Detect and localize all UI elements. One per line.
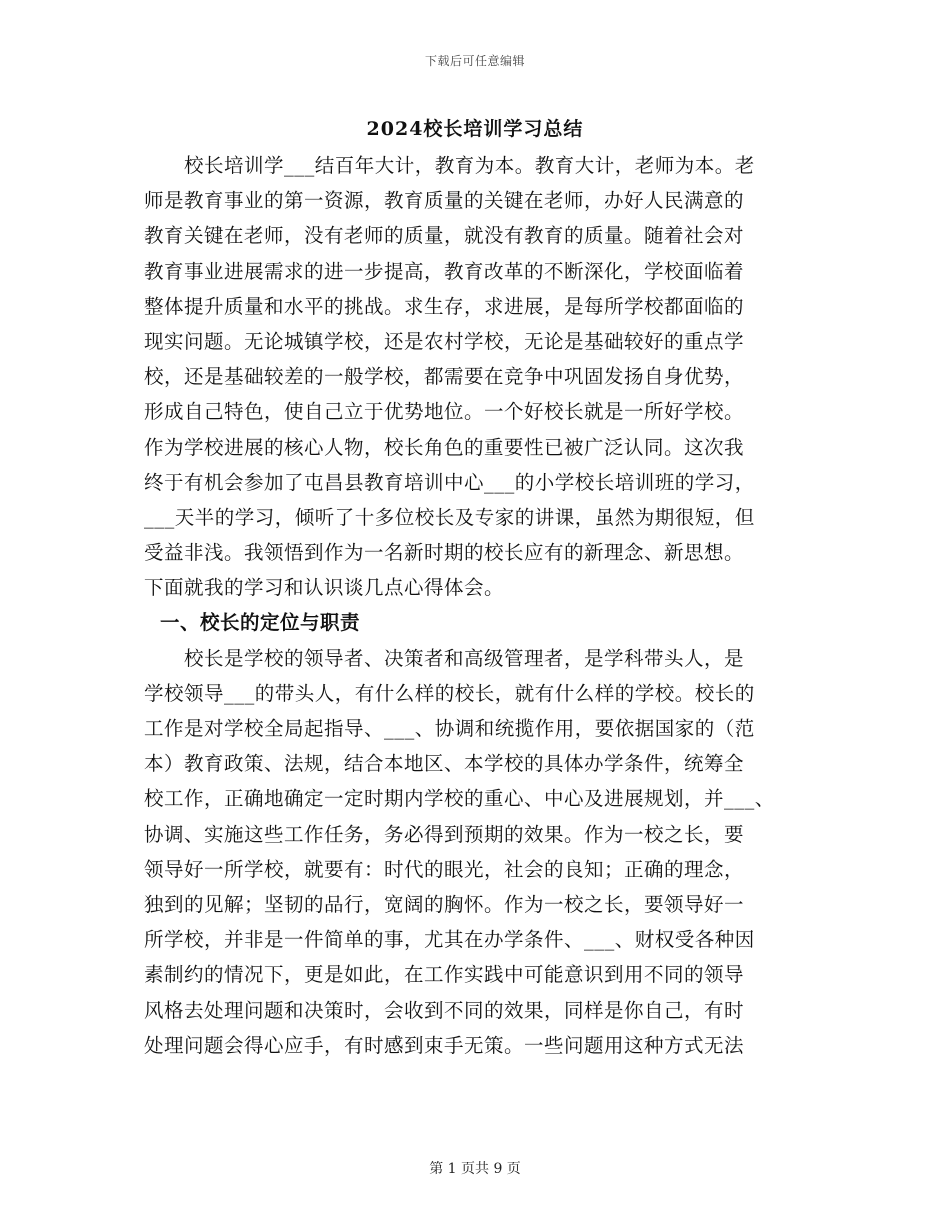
paragraph-line: 现实问题。无论城镇学校，还是农村学校，无论是基础较好的重点学 [144,329,745,353]
paragraph-line: 本）教育政策、法规，结合本地区、本学校的具体办学条件，统筹全 [144,752,745,776]
paragraph-line: 终于有机会参加了屯昌县教育培训中心___的小学校长培训班的学习， [144,470,755,494]
paragraph-line: ___天半的学习，倾听了十多位校长及专家的讲课，虽然为期很短，但 [144,505,755,529]
paragraph-line: 教育关键在老师，没有老师的质量，就没有教育的质量。随着社会对 [144,224,745,248]
paragraph-line: 校长培训学___结百年大计，教育为本。教育大计，老师为本。老 [184,154,755,177]
paragraph-line: 师是教育事业的第一资源，教育质量的关键在老师，办好人民满意的 [144,189,745,213]
paragraph-line: 形成自己特色，使自己立于优势地位。一个好校长就是一所好学校。 [144,400,745,424]
document-title: 2024校长培训学习总结 [366,118,584,140]
paragraph-line: 领导好一所学校，就要有：时代的眼光，社会的良知；正确的理念， [144,857,745,881]
page-number: 第 1 页共 9 页 [429,1161,521,1177]
paragraph-line: 校长是学校的领导者、决策者和高级管理者，是学科带头人，是 [184,646,745,670]
paragraph-line: 校工作，正确地确定一定时期内学校的重心、中心及进展规划，并___、 [144,787,775,811]
page-header-note: 下载后可任意编辑 [424,54,525,68]
paragraph-line: 受益非浅。我领悟到作为一名新时期的校长应有的新理念、新思想。 [144,541,745,565]
section-heading: 一、校长的定位与职责 [160,611,361,635]
paragraph-line: 风格去处理问题和决策时，会收到不同的效果，同样是你自己，有时 [144,998,745,1022]
paragraph-line: 作为学校进展的核心人物，校长角色的重要性已被广泛认同。这次我 [144,435,745,459]
paragraph-line: 校，还是基础较差的一般学校，都需要在竞争中巩固发扬自身优势， [144,365,745,389]
paragraph-line: 独到的见解；坚韧的品行，宽阔的胸怀。作为一校之长，要领导好一 [144,892,745,916]
paragraph-line: 所学校，并非是一件简单的事，尤其在办学条件、___、财权受各种因 [144,928,755,952]
paragraph-line: 学校领导___的带头人，有什么样的校长，就有什么样的学校。校长的 [144,681,755,705]
paragraph-line: 协调、实施这些工作任务，务必得到预期的效果。作为一校之长，要 [144,822,745,846]
paragraph-line: 整体提升质量和水平的挑战。求生存，求进展，是每所学校都面临的 [144,294,745,318]
paragraph-line: 下面就我的学习和认识谈几点心得体会。 [144,576,505,600]
paragraph-line: 工作是对学校全局起指导、___、协调和统揽作用，要依据国家的（范 [144,717,755,740]
document-body [144,148,820,1063]
paragraph-line: 处理问题会得心应手，有时感到束手无策。一些问题用这种方式无法 [144,1033,745,1057]
paragraph-line: 教育事业进展需求的进一步提高，教育改革的不断深化，学校面临着 [144,259,745,283]
paragraph-line: 素制约的情况下，更是如此，在工作实践中可能意识到用不同的领导 [144,963,745,987]
